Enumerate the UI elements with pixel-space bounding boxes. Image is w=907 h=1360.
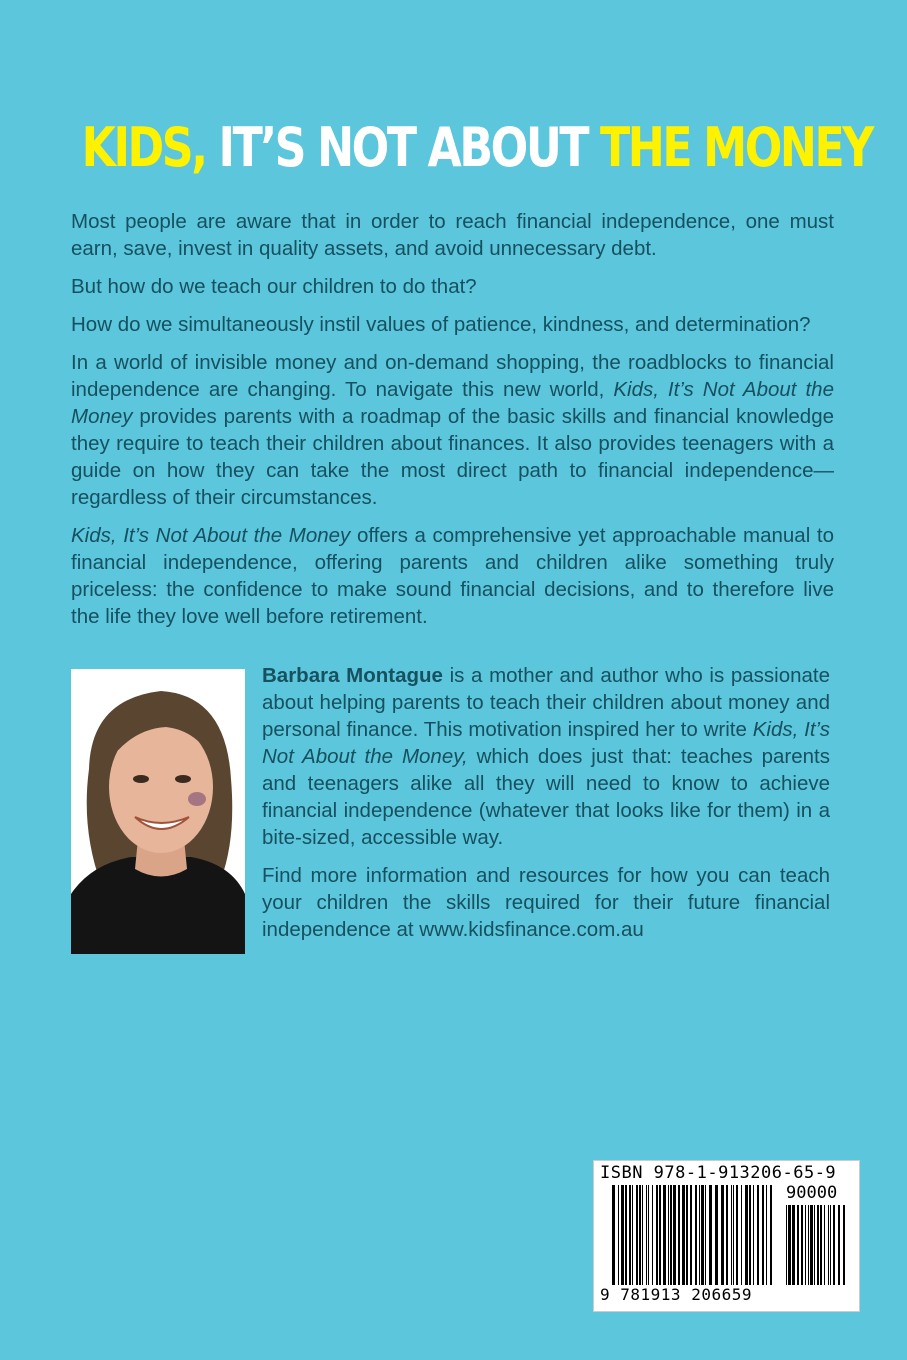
blurb-paragraph-3: How do we simultaneously instil values of patience, kindness, and determination? (71, 313, 811, 336)
isbn-label: ISBN 978-1-913206-65-9 (600, 1163, 837, 1183)
blurb-paragraph-2: But how do we teach our children to do that? (71, 275, 477, 298)
barcode-bar (618, 1185, 619, 1285)
barcode-bar (808, 1205, 809, 1285)
barcode-bar (705, 1185, 706, 1285)
barcode-bar (801, 1205, 803, 1285)
barcode-bar (656, 1185, 658, 1285)
blurb-paragraph-5 (71, 522, 834, 630)
barcode-bar (770, 1185, 772, 1285)
barcode-bar (686, 1185, 688, 1285)
barcode-bar (733, 1185, 734, 1285)
blurb-p4-text-c: provides parents with a roadmap of the basic skills and financial knowledge they require to teach their children about finances. It also provides teenagers with a guide on how they can take the most direct path to financial independence—regardless of their circumstances. (71, 405, 834, 509)
barcode-bar (709, 1185, 712, 1285)
barcode-bar (753, 1185, 754, 1285)
barcode-bar (648, 1185, 649, 1285)
barcode-bar (701, 1185, 704, 1285)
blurb-p5-book-title: Kids, It’s Not About the Money (71, 524, 351, 547)
barcode-bar (745, 1185, 748, 1285)
barcode-bar (721, 1185, 724, 1285)
barcode-bar (792, 1205, 795, 1285)
barcode-bar (817, 1205, 819, 1285)
barcode-bar (625, 1185, 627, 1285)
barcode-bar (632, 1185, 633, 1285)
barcode-bar (678, 1185, 680, 1285)
author-portrait-illustration (71, 669, 245, 954)
barcode-bar (810, 1205, 813, 1285)
barcode-bar (797, 1205, 799, 1285)
barcode-bar (670, 1185, 672, 1285)
barcode-bar (636, 1185, 638, 1285)
barcode-bar (731, 1185, 732, 1285)
barcode-bar (741, 1185, 742, 1285)
title-part-money: THE MONEY (600, 116, 872, 179)
barcode-bar (805, 1205, 806, 1285)
blurb-p5-text-b: offers a comprehensive yet approachable manual to financial independence, offering parents and children alike something truly priceless: the confidence to make sound financial decisions, and to therefore live the life they love well before retirement. (71, 524, 834, 628)
barcode-bar (682, 1185, 685, 1285)
barcode-bar (629, 1185, 631, 1285)
author-name: Barbara Montague (262, 664, 443, 687)
barcode-bar (843, 1205, 845, 1285)
barcode-bar (833, 1205, 835, 1285)
barcode-bar (668, 1185, 669, 1285)
author-photo (71, 669, 245, 954)
barcode-bar (788, 1205, 791, 1285)
barcode-bar (690, 1185, 692, 1285)
barcode-bar (639, 1185, 641, 1285)
barcode-bar (652, 1185, 653, 1285)
barcode-bar (646, 1185, 647, 1285)
barcode-bar (786, 1205, 787, 1285)
barcode-bar (642, 1185, 643, 1285)
barcode-bar (621, 1185, 624, 1285)
barcode-bars (612, 1185, 772, 1285)
barcode-bar (766, 1185, 767, 1285)
blurb-paragraph-1: Most people are aware that in order to reach financial independence, one must earn, save, invest in quality assets, and avoid unnecessary debt. (71, 210, 834, 260)
bio-paragraph-1 (262, 662, 830, 851)
barcode-bar (695, 1185, 697, 1285)
barcode-bar (715, 1185, 718, 1285)
barcode-bar (838, 1205, 840, 1285)
author-bio (262, 662, 830, 954)
barcode-bar (736, 1185, 738, 1285)
title-part-middle: IT’S NOT ABOUT (218, 116, 588, 179)
book-blurb (71, 208, 834, 641)
bio-p1-text-a: is a mother and author who is passionate about helping parents to teach their children about money and personal finance. This motivation inspired her to write (262, 664, 830, 741)
barcode-bar (757, 1185, 759, 1285)
barcode-number: 9 781913 206659 (600, 1285, 752, 1304)
addon-barcode-bars (786, 1205, 848, 1285)
title-part-kids: KIDS, (81, 116, 206, 179)
barcode-bar (749, 1185, 751, 1285)
isbn-barcode (593, 1160, 860, 1312)
barcode-bar (762, 1185, 764, 1285)
bio-p1-text-c: which does just that: teaches parents and teenagers alike all they will need to know to achieve financial independence (whatever that looks like for them) in a bite-sized, accessible way. (262, 745, 830, 849)
bio-paragraph-2: Find more information and resources for how you can teach your children the skills required for their future financial independence at www.kidsfinance.com.au (262, 864, 830, 941)
barcode-bar (814, 1205, 815, 1285)
bio-p1-book-title: Kids, It’s Not About the Money, (262, 718, 830, 768)
barcode-bar (673, 1185, 676, 1285)
barcode-bar (824, 1205, 825, 1285)
barcode-bar (659, 1185, 661, 1285)
blurb-p4-book-title: Kids, It’s Not About the Money (71, 378, 834, 428)
book-title (81, 108, 872, 188)
price-code: 90000 (786, 1183, 838, 1203)
barcode-bar (663, 1185, 666, 1285)
barcode-bar (828, 1205, 829, 1285)
barcode-bar (612, 1185, 615, 1285)
barcode-bar (726, 1185, 728, 1285)
blurb-p4-text-a: In a world of invisible money and on-demand shopping, the roadblocks to financial independence are changing. To navigate this new world, (71, 351, 834, 401)
barcode-bar (820, 1205, 822, 1285)
barcode-bar (699, 1185, 700, 1285)
blurb-paragraph-4 (71, 349, 834, 511)
barcode-bar (830, 1205, 831, 1285)
